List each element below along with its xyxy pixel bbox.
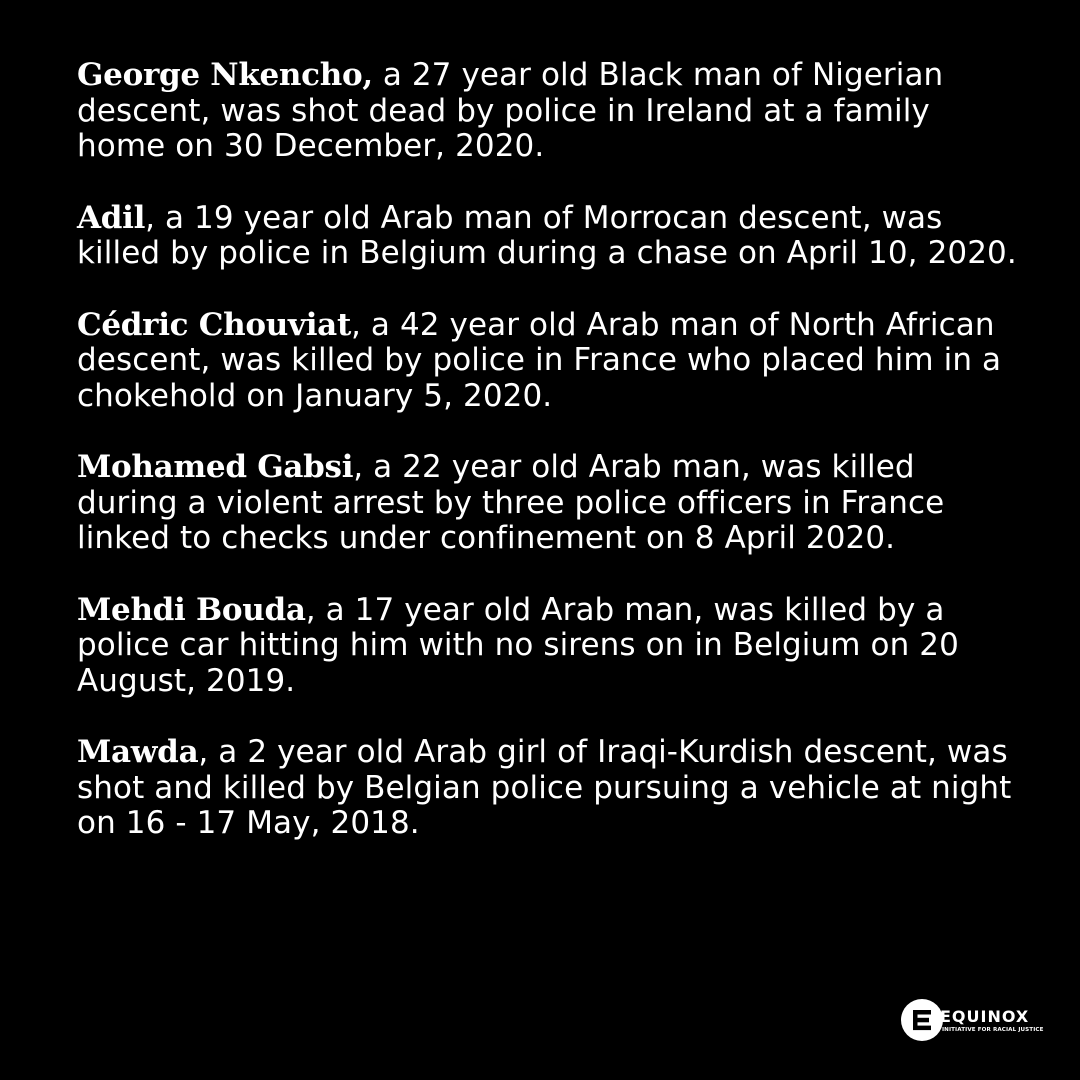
victim-description: , a 19 year old Arab man of Morrocan descent, was killed by police in Belgium during a chase on April 10, 2020. [77, 199, 1017, 271]
victim-description: , a 42 year old Arab man of North African descent, was killed by police in France who placed him in a chokehold on January 5, 2020. [77, 306, 1002, 414]
victim-entry [77, 308, 1017, 415]
victim-name: Adil [77, 199, 146, 236]
equinox-logo [898, 996, 1046, 1044]
victim-name: Mehdi Bouda [77, 591, 306, 628]
logo-tagline: INITIATIVE FOR RACIAL JUSTICE [942, 1027, 1044, 1033]
victim-description: , a 22 year old Arab man, was killed during a violent arrest by three police officers in France linked to checks under confinement on 8 April 2020. [77, 449, 945, 556]
victim-description: , a 2 year old Arab girl of Iraqi-Kurdish descent, was shot and killed by Belgian police pursuing a vehicle at night on 16 - 17 May, 2018. [77, 734, 1012, 841]
victim-name: Mohamed Gabsi [77, 449, 354, 485]
victims-list [77, 58, 1017, 878]
logo-wordmark: EQUINOX [940, 1007, 1030, 1026]
victim-description: , a 17 year old Arab man, was killed by a police car hitting him with no sirens on in Belgium on 20 August, 2019. [77, 591, 959, 699]
victim-entry [77, 735, 1017, 842]
victim-name: George Nkencho, [77, 57, 373, 93]
victim-entry [77, 593, 1017, 700]
victim-name: Mawda [77, 734, 199, 770]
victim-entry [77, 450, 1017, 557]
victim-entry [77, 201, 1017, 272]
equinox-circle-e-icon [901, 999, 943, 1041]
victim-name: Cédric Chouviat [77, 306, 351, 343]
victim-entry [77, 58, 1017, 165]
victim-description: a 27 year old Black man of Nigerian descent, was shot dead by police in Ireland at a family home on 30 December, 2020. [77, 57, 944, 164]
equinox-logo-graphic [898, 996, 1046, 1044]
